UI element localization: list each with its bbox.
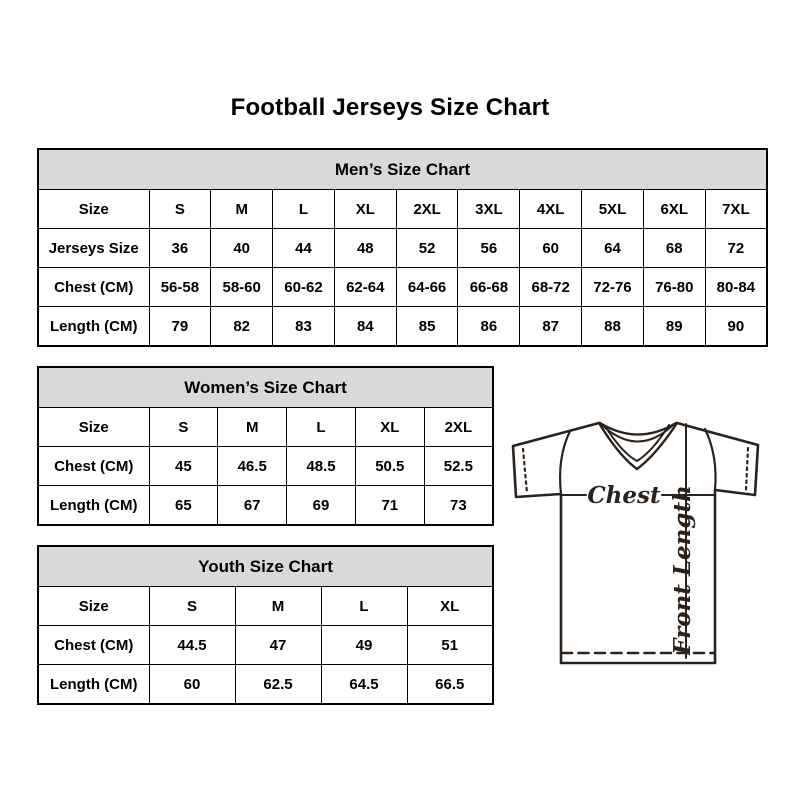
column-header: XL (334, 190, 396, 229)
size-value-cell: 87 (520, 307, 582, 347)
row-label: Chest (CM) (38, 626, 149, 665)
size-value-cell: 60 (520, 229, 582, 268)
womens-size-table (37, 366, 494, 526)
size-value-cell: 46.5 (218, 447, 287, 486)
size-value-cell: 65 (149, 486, 218, 526)
size-value-cell: 44 (273, 229, 335, 268)
size-value-cell: 58-60 (211, 268, 273, 307)
column-header: 5XL (582, 190, 644, 229)
row-label: Jerseys Size (38, 229, 149, 268)
size-value-cell: 82 (211, 307, 273, 347)
table-row (38, 268, 767, 307)
table-caption-row (38, 546, 493, 587)
size-value-cell: 76-80 (643, 268, 705, 307)
size-value-cell: 86 (458, 307, 520, 347)
size-value-cell: 68 (643, 229, 705, 268)
front-length-label: Front Length (669, 485, 696, 655)
chest-label: Chest (587, 482, 661, 509)
column-header: M (235, 587, 321, 626)
column-header: L (321, 587, 407, 626)
column-header: S (149, 408, 218, 447)
size-value-cell: 47 (235, 626, 321, 665)
column-header: 3XL (458, 190, 520, 229)
table-row (38, 626, 493, 665)
row-label: Chest (CM) (38, 268, 149, 307)
size-value-cell: 71 (355, 486, 424, 526)
column-header: S (149, 190, 211, 229)
table-header-row (38, 190, 767, 229)
size-value-cell: 90 (705, 307, 767, 347)
size-value-cell: 51 (407, 626, 493, 665)
size-value-cell: 72 (705, 229, 767, 268)
size-value-cell: 62.5 (235, 665, 321, 705)
size-value-cell: 48 (334, 229, 396, 268)
size-value-cell: 48.5 (287, 447, 356, 486)
youth-size-table (37, 545, 494, 705)
size-value-cell: 36 (149, 229, 211, 268)
size-value-cell: 66.5 (407, 665, 493, 705)
womens-table-title: Women’s Size Chart (38, 367, 493, 408)
size-value-cell: 67 (218, 486, 287, 526)
size-value-cell: 84 (334, 307, 396, 347)
size-value-cell: 72-76 (582, 268, 644, 307)
row-label: Size (38, 587, 149, 626)
table-row (38, 486, 493, 526)
size-value-cell: 88 (582, 307, 644, 347)
column-header: M (211, 190, 273, 229)
page-title: Football Jerseys Size Chart (230, 94, 550, 121)
size-value-cell: 80-84 (705, 268, 767, 307)
sleeve-stitch-left-icon (523, 449, 527, 493)
size-value-cell: 89 (643, 307, 705, 347)
size-value-cell: 40 (211, 229, 273, 268)
size-value-cell: 64.5 (321, 665, 407, 705)
row-label: Length (CM) (38, 665, 149, 705)
table-row (38, 447, 493, 486)
size-value-cell: 44.5 (149, 626, 235, 665)
column-header: XL (355, 408, 424, 447)
column-header: 7XL (705, 190, 767, 229)
table-header-row (38, 587, 493, 626)
size-value-cell: 45 (149, 447, 218, 486)
row-label: Chest (CM) (38, 447, 149, 486)
size-value-cell: 56 (458, 229, 520, 268)
row-label: Length (CM) (38, 307, 149, 347)
size-value-cell: 69 (287, 486, 356, 526)
size-value-cell: 50.5 (355, 447, 424, 486)
table-caption-row (38, 149, 767, 190)
size-value-cell: 68-72 (520, 268, 582, 307)
mens-size-table (37, 148, 768, 347)
table-row (38, 229, 767, 268)
size-value-cell: 66-68 (458, 268, 520, 307)
table-row (38, 307, 767, 347)
size-value-cell: 62-64 (334, 268, 396, 307)
row-label: Length (CM) (38, 486, 149, 526)
column-header: L (287, 408, 356, 447)
table-row (38, 665, 493, 705)
size-value-cell: 56-58 (149, 268, 211, 307)
table-caption-row (38, 367, 493, 408)
jersey-diagram (498, 406, 790, 678)
column-header: L (273, 190, 335, 229)
size-value-cell: 83 (273, 307, 335, 347)
size-value-cell: 79 (149, 307, 211, 347)
size-value-cell: 85 (396, 307, 458, 347)
row-label: Size (38, 190, 149, 229)
column-header: XL (407, 587, 493, 626)
armhole-seam-left (560, 431, 570, 494)
sleeve-stitch-right-icon (746, 448, 748, 490)
youth-table-title: Youth Size Chart (38, 546, 493, 587)
column-header: 2XL (424, 408, 493, 447)
table-header-row (38, 408, 493, 447)
column-header: 2XL (396, 190, 458, 229)
armhole-seam-right (705, 429, 716, 490)
size-value-cell: 60-62 (273, 268, 335, 307)
column-header: M (218, 408, 287, 447)
mens-table-title: Men’s Size Chart (38, 149, 767, 190)
collar-band-arc-inner (602, 425, 673, 442)
column-header: 4XL (520, 190, 582, 229)
size-value-cell: 49 (321, 626, 407, 665)
column-header: 6XL (643, 190, 705, 229)
size-value-cell: 64 (582, 229, 644, 268)
size-value-cell: 52 (396, 229, 458, 268)
size-value-cell: 73 (424, 486, 493, 526)
size-value-cell: 52.5 (424, 447, 493, 486)
size-value-cell: 64-66 (396, 268, 458, 307)
column-header: S (149, 587, 235, 626)
size-value-cell: 60 (149, 665, 235, 705)
row-label: Size (38, 408, 149, 447)
